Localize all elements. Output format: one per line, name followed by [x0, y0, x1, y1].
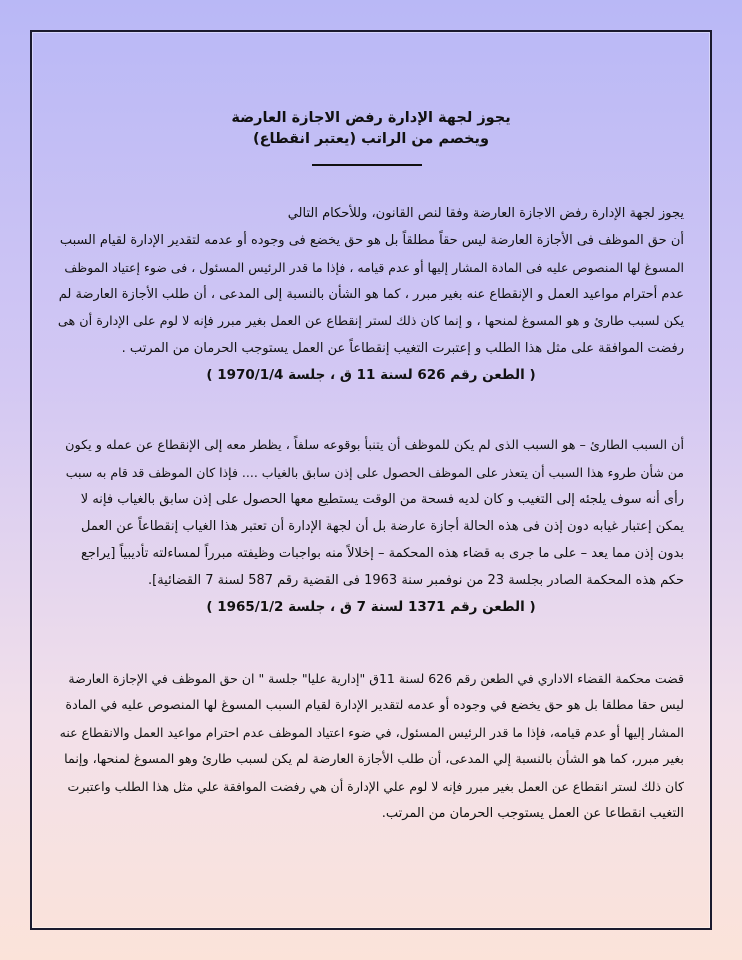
- ruling-paragraph-3: [58, 665, 684, 827]
- text-line: عدم أحترام مواعيد العمل و الإنقطاع عنه بغير مبرر ، كما هو الشأن بالنسبة إلى المدعى ، أن طلب الأجازة العارضة لم: [58, 287, 684, 302]
- text-line: حكم هذه المحكمة الصادر بجلسة 23 من نوفمبر سنة 1963 فى القضية رقم 587 لسنة 7 القضائية].: [147, 573, 684, 588]
- text-line: يمكن إعتبار غيابه دون إذن فى هذه الحالة أجازة عارضة بل أن لجهة الإدارة أن تعتبر هذا الغياب إنقطاعاً عن العمل: [80, 519, 684, 534]
- ruling-paragraph-1: [58, 200, 684, 389]
- text-line: بدون إذن مما يعد – على ما جرى به قضاء هذه المحكمة – إخلالاً منه بواجبات وظيفته مبرراً لمساءلته تأديبياً [يراجع: [81, 546, 684, 561]
- text-line: التغيب انقطاعا عن العمل يستوجب الحرمان من المرتب.: [381, 806, 684, 821]
- text-line: المسوغ لها المنصوص عليه فى المادة المشار إليها أو عدم قيامه ، فإذا ما قدر الرئيس المسئول ، فى ضوء إعتياد الموظف: [64, 260, 684, 275]
- case-citation: ( الطعن رقم 1371 لسنة 7 ق ، جلسة 1965/1/2 ): [206, 599, 536, 615]
- text-line: من شأن طروء هذا السبب أن يتعذر على الموظف الحصول على إذن سابق بالغياب .... فإذا كان الموظف قد قام به سبب: [65, 465, 684, 480]
- ruling-paragraph-2: [58, 432, 684, 621]
- title-line-2: ويخصم من الراتب (يعتبر انقطاع): [252, 131, 490, 147]
- text-line: ليس حقا مطلقا بل هو حق يخضع في وجوده أو عدمه لتقدير الإدارة لقيام السبب المسوغ لها المنصوص عليه في المادة: [65, 698, 684, 713]
- text-line: قضت محكمة القضاء الاداري في الطعن رقم 626 لسنة 11ق "إدارية عليا" جلسة " ان حق الموظف في الإجازة العارضة: [68, 671, 684, 686]
- title-line-1: يجوز لجهة الإدارة رفض الاجازة العارضة: [231, 110, 511, 126]
- text-line: أن حق الموظف فى الأجازة العارضة ليس حقاً مطلقاً بل هو حق يخضع فى وجوده أو عدمه لتقدير الإدارة لقيام السبب: [59, 233, 684, 248]
- text-line: يكن لسبب طارئ و هو المسوغ لمنحها ، و إنما كان ذلك لستر إنقطاع عن العمل بغير مبرر فإنه لا لوم على الإدارة أن هى: [58, 314, 684, 329]
- text-line: رأى أنه سوف يلجئه إلى التغيب و كان لديه فسحة من الوقت يستطيع معها الحصول على إذن سابق بالغياب فإنه لا: [80, 492, 684, 507]
- text-line: بغير مبرر، كما هو الشأن بالنسبة إلي المدعى، أن طلب الأجازة العارضة لم يكن لسبب طارئ وهو المسوغ لمنحها، وإنما: [64, 752, 684, 767]
- text-line: أن السبب الطارئ – هو السبب الذى لم يكن للموظف أن يتنبأ بوقوعه سلفاً ، يظطر معه إلى الإنقطاع عن عمله و يكون: [65, 438, 684, 453]
- document-title: [40, 108, 702, 150]
- case-citation: ( الطعن رقم 626 لسنة 11 ق ، جلسة 1970/1/4 ): [206, 367, 536, 383]
- text-line: رفضت الموافقة على مثل هذا الطلب و إعتبرت التغيب إنقطاعاً عن العمل يستوجب الحرمان من المرتب .: [121, 341, 684, 356]
- text-line: يجوز لجهة الإدارة رفض الاجازة العارضة وفقا لنص القانون، وللأحكام التالي: [287, 206, 684, 221]
- title-underline: [312, 164, 422, 166]
- text-line: كان ذلك لستر انقطاع عن العمل بغير مبرر فإنه لا لوم علي الإدارة أن هي رفضت الموافقة علي مثل هذا الطلب واعتبرت: [67, 779, 684, 794]
- text-line: المشار إليها أو عدم قيامه، فإذا ما قدر الرئيس المسئول، في ضوء اعتياد الموظف عدم احترام مواعيد العمل والانقطاع عنه: [59, 725, 684, 740]
